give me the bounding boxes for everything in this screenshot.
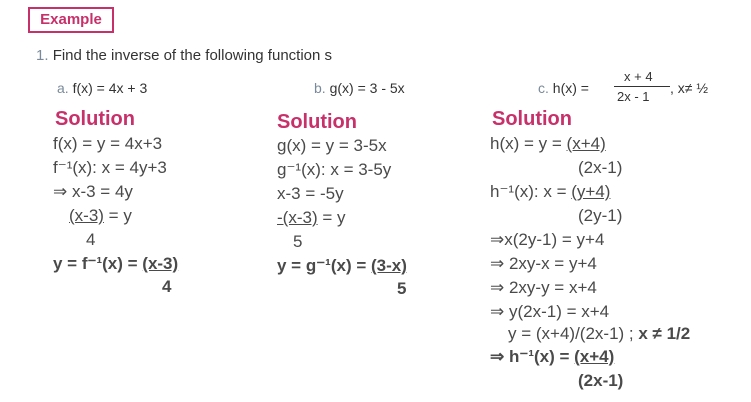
col-a-line-4-num: (x-3) [69,206,104,225]
part-c-condition: , x≠ ½ [670,80,709,96]
col-c-line-3: ⇒x(2y-1) = y+4 [490,230,605,249]
col-b-line-2: g⁻¹(x): x = 3-5y [277,160,392,179]
col-b-answer-num: (3-x) [371,256,407,275]
part-b-expr: g(x) = 3 - 5x [329,80,405,96]
col-c-answer-den: (2x-1) [578,371,624,390]
col-c-answer-prefix: ⇒ h⁻¹(x) = [490,347,575,366]
col-a-answer-prefix: y = f⁻¹(x) = [53,254,143,273]
col-a-line-4-rest: = y [103,206,132,225]
question-number: 1. [36,47,49,64]
col-a-answer [53,254,178,274]
part-c-numerator: x + 4 [624,69,653,84]
col-c-line-1-num: (x+4) [566,134,606,153]
col-a-answer-num: (x-3) [142,254,179,273]
col-b-line-4-rest: = y [317,208,346,227]
col-c-line-6: ⇒ y(2x-1) = x+4 [490,302,610,321]
part-c-lhs: h(x) = [552,80,589,96]
solution-heading-a: Solution [55,108,135,130]
part-b-label: b. [314,80,326,96]
solution-heading-b: Solution [277,111,357,133]
col-b-line-3: x-3 = -5y [277,184,344,203]
question-text [36,47,332,64]
col-c-line-7-cond: x ≠ 1/2 [638,324,691,343]
col-c-line-2 [490,182,610,202]
col-a-answer-den: 4 [162,277,172,296]
part-b [314,80,405,96]
col-b-answer [277,256,407,276]
col-c-line-2-num: (y+4) [571,182,611,201]
col-c-line-1-den: (2x-1) [578,158,623,177]
part-c-fraction-bar [614,86,670,87]
col-a-line-5: 4 [86,230,96,249]
col-a-line-1: f(x) = y = 4x+3 [53,134,163,153]
col-b-line-4-num: -(x-3) [277,208,318,227]
col-c-answer-num: (x+4) [574,347,615,366]
solution-heading-c: Solution [492,108,572,130]
col-c-answer [490,347,614,367]
col-b-line-4 [277,208,345,228]
col-b-answer-prefix: y = g⁻¹(x) = [277,256,371,275]
col-c-line-2-prefix: h⁻¹(x): x = [490,182,572,201]
example-label: Example [28,7,114,33]
col-b-line-5: 5 [293,232,303,251]
part-a [57,80,147,96]
part-a-expr: f(x) = 4x + 3 [72,80,148,96]
part-c-label: c. [538,80,549,96]
question-body: Find the inverse of the following function s [52,47,333,64]
col-a-line-3: ⇒ x-3 = 4y [53,182,133,201]
col-c-line-1 [490,134,606,154]
col-c-line-7-expr: y = (x+4)/(2x-1) ; [508,324,639,343]
col-a-line-4 [69,206,132,226]
part-c [538,80,589,96]
col-c-line-2-den: (2y-1) [578,206,623,225]
col-c-line-7 [508,324,690,344]
col-a-line-2: f⁻¹(x): x = 4y+3 [53,158,167,177]
part-c-denominator: 2x - 1 [617,89,650,104]
col-b-answer-den: 5 [397,279,407,298]
col-c-line-4: ⇒ 2xy-x = y+4 [490,254,597,273]
col-c-line-1-prefix: h(x) = y = [490,134,567,153]
col-b-line-1: g(x) = y = 3-5x [277,136,387,155]
col-c-line-5: ⇒ 2xy-y = x+4 [490,278,597,297]
part-a-label: a. [57,80,69,96]
